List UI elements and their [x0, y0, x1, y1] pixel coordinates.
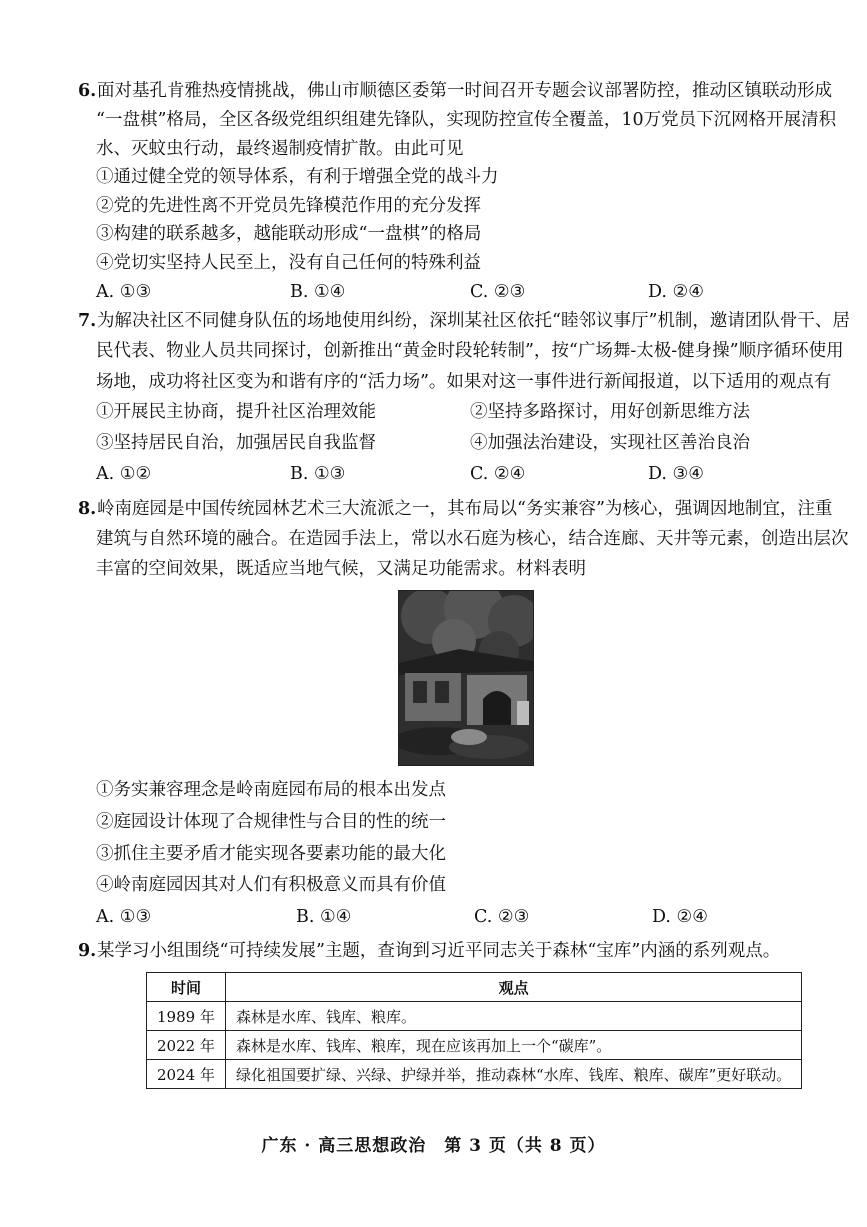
- question-number: 8.: [78, 499, 97, 519]
- choice-d[interactable]: D. ②④: [648, 282, 704, 302]
- option-statement: ③坚持居民自治，加强居民自我监督: [96, 433, 376, 453]
- table-cell-viewpoint: 森林是水库、钱库、粮库。: [225, 1002, 801, 1031]
- stem-line: 面对基孔肯雅热疫情挑战，佛山市顺德区委第一时间召开专题会议部署防控，推动区镇联动形成: [97, 81, 832, 101]
- table-cell-viewpoint: 森林是水库、钱库、粮库，现在应该再加上一个“碳库”。: [225, 1031, 801, 1060]
- choice-c[interactable]: C. ②④: [470, 464, 526, 484]
- stem-line: 建筑与自然环境的融合。在造园手法上，常以水石庭为核心，结合连廊、天井等元素，创造出层次: [96, 529, 849, 549]
- question-number: 7.: [78, 311, 97, 331]
- choice-a[interactable]: A. ①③: [96, 282, 152, 302]
- option-statement: ③构建的联系越多，越能联动形成“一盘棋”的格局: [96, 224, 482, 244]
- table-cell-year: 1989 年: [147, 1002, 226, 1031]
- choice-b[interactable]: B. ①④: [296, 907, 352, 927]
- question-number: 6.: [78, 81, 97, 101]
- choice-b[interactable]: B. ①④: [290, 282, 346, 302]
- stem-line: 水、灭蚊虫行动，最终遏制疫情扩散。由此可见: [96, 139, 464, 159]
- table-header-row: [147, 973, 802, 1002]
- page-footer: 广东 · 高三思想政治 第 3 页（共 8 页）: [261, 1136, 606, 1156]
- choice-d[interactable]: D. ③④: [648, 464, 704, 484]
- option-statement: ①务实兼容理念是岭南庭园布局的根本出发点: [96, 780, 446, 800]
- option-statement: ④岭南庭园因其对人们有积极意义而具有价值: [96, 875, 446, 895]
- stem-line: 为解决社区不同健身队伍的场地使用纠纷，深圳某社区依托“睦邻议事厅”机制，邀请团队骨干、居: [97, 311, 850, 331]
- choice-c[interactable]: C. ②③: [474, 907, 530, 927]
- choice-a[interactable]: A. ①③: [96, 907, 152, 927]
- option-statement: ①开展民主协商，提升社区治理效能: [96, 402, 376, 422]
- choice-a[interactable]: A. ①②: [96, 464, 152, 484]
- column-header-time: 时间: [147, 973, 226, 1002]
- stem-line: “一盘棋”格局，全区各级党组织组建先锋队，实现防控宣传全覆盖，10万党员下沉网格开展清积: [96, 110, 837, 130]
- garden-illustration: [399, 591, 533, 765]
- option-statement: ④加强法治建设，实现社区善治良治: [470, 433, 750, 453]
- table-cell-year: 2022 年: [147, 1031, 226, 1060]
- lingnan-garden-photo: [398, 590, 534, 766]
- table-row: [147, 1060, 802, 1089]
- option-statement: ②党的先进性离不开党员先锋模范作用的充分发挥: [96, 196, 481, 216]
- question-number: 9.: [78, 941, 97, 961]
- table-row: [147, 1031, 802, 1060]
- table-cell-viewpoint: 绿化祖国要扩绿、兴绿、护绿并举，推动森林“水库、钱库、粮库、碳库”更好联动。: [225, 1060, 801, 1089]
- viewpoints-table: [146, 972, 802, 1089]
- option-statement: ①通过健全党的领导体系，有利于增强全党的战斗力: [96, 167, 499, 187]
- table-row: [147, 1002, 802, 1031]
- option-statement: ③抓住主要矛盾才能实现各要素功能的最大化: [96, 844, 446, 864]
- stem-line: 民代表、物业人员共同探讨，创新推出“黄金时段轮转制”，按“广场舞-太极-健身操”顺序循环使用: [96, 341, 844, 361]
- table-cell-year: 2024 年: [147, 1060, 226, 1089]
- stem-line: 场地，成功将社区变为和谐有序的“活力场”。如果对这一事件进行新闻报道，以下适用的观点有: [96, 372, 832, 392]
- option-statement: ④党切实坚持人民至上，没有自己任何的特殊利益: [96, 253, 481, 273]
- option-statement: ②坚持多路探讨，用好创新思维方法: [470, 402, 750, 422]
- choice-d[interactable]: D. ②④: [652, 907, 708, 927]
- stem-line: 岭南庭园是中国传统园林艺术三大流派之一，其布局以“务实兼容”为核心，强调因地制宜，注重: [97, 499, 833, 519]
- stem-line: 丰富的空间效果，既适应当地气候，又满足功能需求。材料表明: [96, 559, 586, 579]
- choice-b[interactable]: B. ①③: [290, 464, 346, 484]
- choice-c[interactable]: C. ②③: [470, 282, 526, 302]
- option-statement: ②庭园设计体现了合规律性与合目的性的统一: [96, 812, 446, 832]
- stem-line: 某学习小组围绕“可持续发展”主题，查询到习近平同志关于森林“宝库”内涵的系列观点。: [97, 941, 781, 961]
- column-header-viewpoint: 观点: [225, 973, 801, 1002]
